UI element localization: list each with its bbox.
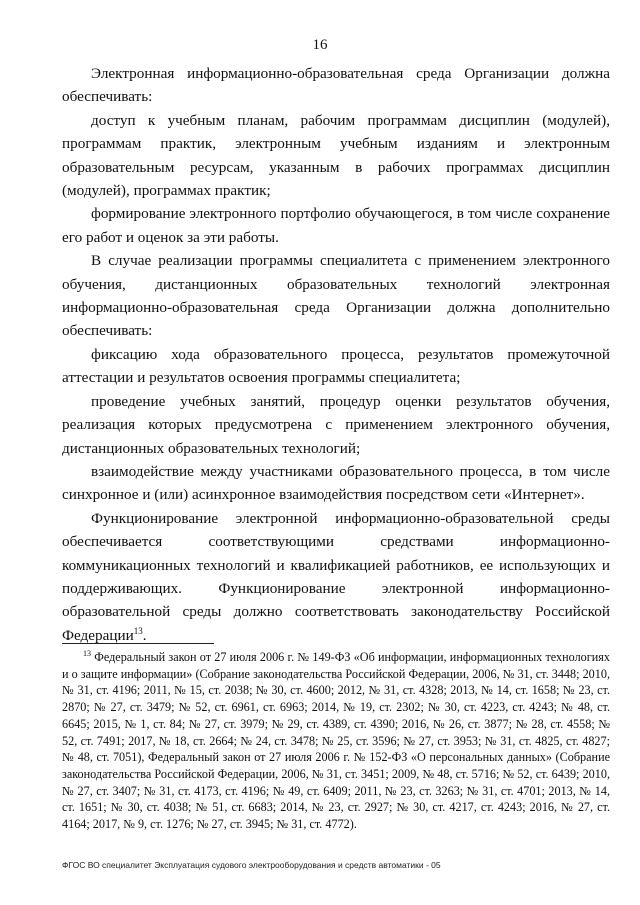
paragraph-portfolio: формирование электронного портфолио обучающегося, в том числе сохранение его работ и оценок за эти работы. — [62, 205, 610, 246]
body-text — [62, 62, 610, 647]
paragraph-functioning: Функционирование электронной информационно-образовательной среды обеспечивается соответствующими средствами информационно-коммуникационных технологий и квалификацией работников, ее использующих и поддерживающих. Функционирование электронной информационно-образовательной среды должно соответствовать законодательству Российской Федерации$^{13}$. — [62, 509, 610, 644]
footnote-number: 13 — [83, 649, 91, 658]
footnote-separator — [62, 643, 214, 644]
page-footer: ФГОС ВО специалитет Эксплуатация судового электрооборудования и средств автоматики - 05 — [62, 860, 441, 870]
paragraph-elearning-case: В случае реализации программы специалитета с применением электронного обучения, дистанционных образовательных технологий электронная информационно-образовательная среда Организации должна дополнительно обеспечивать: — [62, 252, 610, 340]
footnote-reference: 13 — [133, 625, 143, 636]
paragraph-access-plans: доступ к учебным планам, рабочим программам дисциплин (модулей), программам практик, электронным учебным изданиям и электронным образовательным ресурсам, указанным в рабочих программах дисциплин (модулей), программах практик; — [62, 111, 610, 200]
footnote-text: Федеральный закон от 27 июля 2006 г. № 149-ФЗ «Об информации, информационных технологиях и о защите информации» (Собрание законодательства Российской Федерации, 2006, № 31, ст. 3448; 2010, № 31, ст. 4196; 2011, № 15, ст. 2038; № 30, ст. 4600; 2012, № 31, ст. 4328; 2013, № 14, ст. 1658; № 23, ст. 2870; № 27, ст. 3479; № 52, ст. 6961, ст. 6963; 2014, № 19, ст. 2302; № 30, ст. 4223, ст. 4243; № 48, ст. 6645; 2015, № 1, ст. 84; № 27, ст. 3979; № 29, ст. 4389, ст. 4390; 2016, № 26, ст. 3877; № 28, ст. 4558; № 52, ст. 7491; 2017, № 18, ст. 2664; № 24, ст. 3478; № 25, ст. 3596; № 27, ст. 3953; № 31, ст. 4825, ст. 4827; № 48, ст. 7051), Федеральный закон от 27 июля 2006 г. № 152-ФЗ «О персональных данных» (Собрание законодательства Российской Федерации, 2006, № 31, ст. 3451; 2009, № 48, ст. 5716; № 52, ст. 6439; 2010, № 27, ст. 3407; № 31, ст. 4173, ст. 4196; № 49, ст. 6409; 2011, № 23, ст. 3263; № 31, ст. 4701; 2013, № 14, ст. 1651; № 30, ст. 4038; № 51, ст. 6683; 2014, № 23, ст. 2927; № 30, ст. 4217, ст. 4243; 2016, № 27, ст. 4164; 2017, № 9, ст. 1276; № 27, ст. 3945; № 31, ст. 4772). — [62, 650, 610, 832]
paragraph-conducting-classes: проведение учебных занятий, процедур оценки результатов обучения, реализация которых предусмотрена с применением электронного обучения, дистанционных образовательных технологий; — [62, 392, 610, 457]
paragraph-functioning-text: Функционирование электронной информационно-образовательной среды обеспечивается соответствующими средствами информационно-коммуникационных технологий и квалификацией работников, ее использующих и поддерживающих. Функционирование электронной информационно-образовательной среды должно соответствовать законодательству Российской Федерации — [62, 509, 610, 644]
paragraph-interaction: взаимодействие между участниками образовательного процесса, в том числе синхронное и (или) асинхронное взаимодействия посредством сети «Интернет». — [62, 462, 610, 504]
footnote — [62, 649, 610, 833]
page-number: 16 — [312, 37, 328, 53]
paragraph-fixation: фиксацию хода образовательного процесса, результатов промежуточной аттестации и результатов освоения программы специалитета; — [62, 345, 610, 387]
paragraph-intro: Электронная информационно-образовательная среда Организации должна обеспечивать: — [62, 65, 610, 106]
